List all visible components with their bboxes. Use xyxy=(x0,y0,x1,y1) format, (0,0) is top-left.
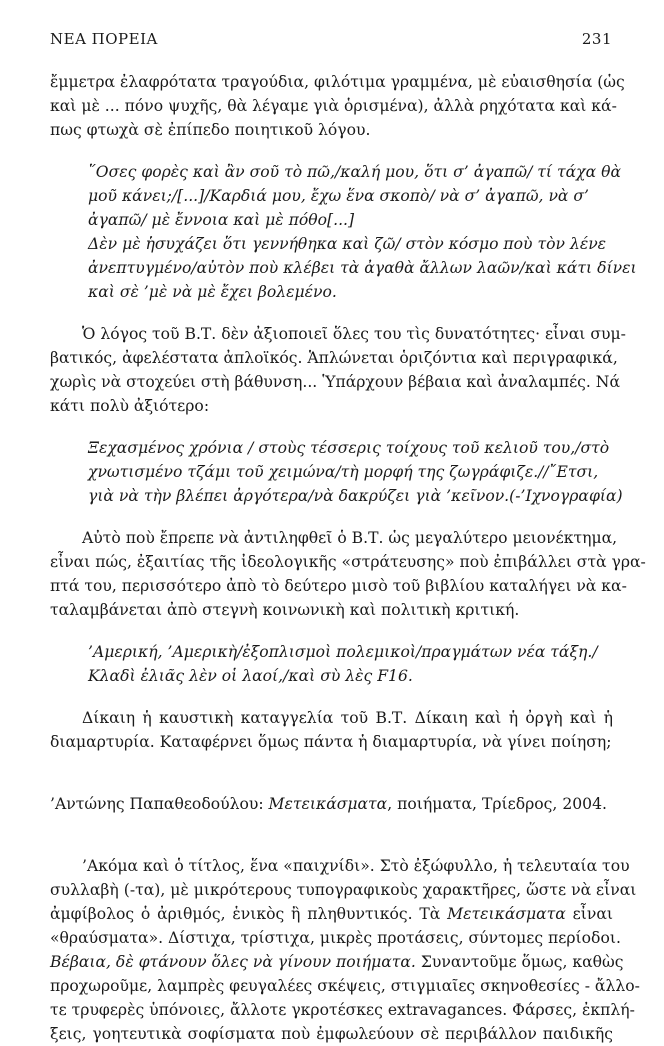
paragraph xyxy=(50,322,626,418)
text-line: καὶ σὲ ’μὲ νὰ μὲ ἔχει βολεμένο. xyxy=(88,283,337,301)
text-line: ἔμμετρα ἐλαφρότατα τραγούδια, φιλότιμα γραμμένα, μὲ εὐαισθησία (ὡς xyxy=(50,73,625,91)
italic-text: Μετεικάσματα xyxy=(447,905,566,923)
text-line: βατικός, ἀφελέστατα ἀπλοϊκός. Ἁπλώνεται ὁριζόντια καὶ περιγραφικά, xyxy=(50,349,618,367)
spacer xyxy=(50,508,613,526)
spacer xyxy=(50,304,613,322)
page-number: 231 xyxy=(581,30,612,48)
spacer xyxy=(50,622,613,640)
text-line: «θραύσματα». Δίστιχα, τρίστιχα, μικρὲς προτάσεις, σύντομες περίοδοι. xyxy=(50,929,621,947)
text-segment: Συναντοῦμε ὅμως, καθὼς xyxy=(415,953,624,971)
text-segment: ἀμφίβολος ὁ ἀριθμός, ἑνικὸς ἢ πληθυντικός. Τὰ xyxy=(50,905,448,923)
text-line: Αὐτὸ ποὺ ἔπρεπε νὰ ἀντιληφθεῖ ὁ Β.Τ. ὡς μεγαλύτερο μειονέκτημα, xyxy=(82,529,618,547)
text-line: εἶναι πώς, ἐξαιτίας τῆς ἰδεολογικῆς «στράτευσης» ποὺ ἐπιβάλλει στὰ γρα- xyxy=(50,553,646,571)
text-line xyxy=(50,792,613,816)
text-line: τε τρυφερὲς ὑπόνοιες, ἄλλοτε γκροτέσκες extravagances. Φάρσες, ἐκπλή- xyxy=(50,1001,635,1019)
text-line: συλλαβὴ (-τα), μὲ μικρότερους τυπογραφικοὺς χαρακτῆρες, ὥστε νὰ εἶναι xyxy=(50,881,637,899)
text-line: ἀνεπτυγμένο/αὐτὸν ποὺ κλέβει τὰ ἀγαθὰ ἄλλων λαῶν/καὶ κάτι δίνει xyxy=(88,259,637,277)
text-line: πτά του, περισσότερο ἀπὸ τὸ δεύτερο μισὸ τοῦ βιβλίου καταλήγει νὰ κα- xyxy=(50,577,627,595)
text-line: χωρὶς νὰ στοχεύει στὴ βάθυνση... Ὑπάρχουν βέβαια καὶ ἀναλαμπές. Νά xyxy=(50,373,620,391)
text-line: καὶ μὲ ... πόνο ψυχῆς, θὰ λέγαμε γιὰ ὁρισμένα), ἀλλὰ ρηχότατα καὶ κά- xyxy=(50,97,617,115)
text-line: Κλαδὶ ἐλιᾶς λὲν οἱ λαοί,/καὶ σὺ λὲς F16. xyxy=(88,667,413,685)
spacer xyxy=(50,754,613,792)
text-line: μοῦ κάνει;/[...]/Καρδιά μου, ἔχω ἕνα σκοπὸ/ νὰ σ’ ἀγαπῶ, νὰ σ’ xyxy=(88,187,590,205)
text-line xyxy=(50,902,613,926)
text-line: χνωτισμένο τζάμι τοῦ χειμώνα/τὴ μορφή της ζωγράφιζε.//῎Ετσι, xyxy=(88,463,599,481)
text-segment: εἶναι xyxy=(565,905,613,923)
text-line: Δίκαιη ἡ καυστικὴ καταγγελία τοῦ Β.Τ. Δίκαιη καὶ ἡ ὀργὴ καὶ ἡ xyxy=(82,709,613,727)
text-line: ’Αμερική, ’Αμερικὴ/ἐξοπλισμοὶ πολεμικοὶ/πραγμάτων νέα τάξη./ xyxy=(88,643,598,661)
text-segment: ’Αντώνης Παπαθεοδούλου: xyxy=(50,795,269,813)
poem-quote xyxy=(50,640,613,688)
text-line: Δὲν μὲ ἡσυχάζει ὅτι γεννήθηκα καὶ ζῶ/ στὸν κόσμο ποὺ τὸν λένε xyxy=(88,235,607,253)
text-line: διαμαρτυρία. Καταφέρνει ὅμως πάντα ἡ διαμαρτυρία, νὰ γίνει ποίηση; xyxy=(50,733,612,751)
running-head: ΝΕΑ ΠΟΡΕΙΑ xyxy=(50,30,158,48)
text-line: ’Ακόμα καὶ ὁ τίτλος, ἕνα «παιχνίδι». Στὸ ἐξώφυλλο, ἡ τελευταία του xyxy=(82,857,630,875)
paragraph xyxy=(50,706,613,754)
text-line: προχωροῦμε, λαμπρὲς φευγαλέες σκέψεις, στιγμιαῖες σκηνοθεσίες - ἄλλο- xyxy=(50,977,640,995)
text-segment: , ποιήματα, Τρίεδρος, 2004. xyxy=(387,795,607,813)
text-line: πως φτωχὰ σὲ ἐπίπεδο ποιητικοῦ λόγου. xyxy=(50,121,371,139)
text-line: ξεις, γοητευτικὰ σοφίσματα ποὺ ἐμφωλεύουν σὲ περιβάλλον παιδικῆς xyxy=(50,1025,613,1043)
text-line: ἀγαπῶ/ μὲ ἔννοια καὶ μὲ πόθο[...] xyxy=(88,211,355,229)
poem-quote xyxy=(50,436,623,508)
text-line: Ὁ λόγος τοῦ Β.Τ. δὲν ἀξιοποιεῖ ὅλες του τὶς δυνατότητες· εἶναι συμ- xyxy=(82,325,626,343)
text-line: κάτι πολὺ ἀξιότερο: xyxy=(50,397,210,415)
poem-quote xyxy=(50,160,637,304)
italic-text: Βέβαια, δὲ φτάνουν ὅλες νὰ γίνουν ποιήματα. xyxy=(50,953,416,971)
paragraph xyxy=(50,70,625,142)
italic-text: Μετεικάσματα xyxy=(268,795,388,813)
spacer xyxy=(50,142,613,160)
book-citation xyxy=(50,792,613,816)
page-body xyxy=(50,70,646,1046)
spacer xyxy=(50,688,613,706)
paragraph xyxy=(50,526,646,622)
text-line: ταλαμβάνεται ἀπὸ στεγνὴ κοινωνικὴ καὶ πολιτικὴ κριτική. xyxy=(50,601,520,619)
paragraph xyxy=(50,854,640,1046)
spacer xyxy=(50,418,613,436)
text-line: Ξεχασμένος χρόνια / στοὺς τέσσερις τοίχους τοῦ κελιοῦ του,/στὸ xyxy=(88,439,610,457)
text-line: γιὰ νὰ τὴν βλέπει ἀργότερα/νὰ δακρύζει γιὰ ’κεῖνον.(-’Ιχνογραφία) xyxy=(88,487,623,505)
text-line: ῞Οσες φορὲς καὶ ἂν σοῦ τὸ πῶ,/καλή μου, ὅτι σ’ ἀγαπῶ/ τί τάχα θὰ xyxy=(88,163,621,181)
spacer xyxy=(50,816,613,854)
text-line xyxy=(50,950,624,974)
